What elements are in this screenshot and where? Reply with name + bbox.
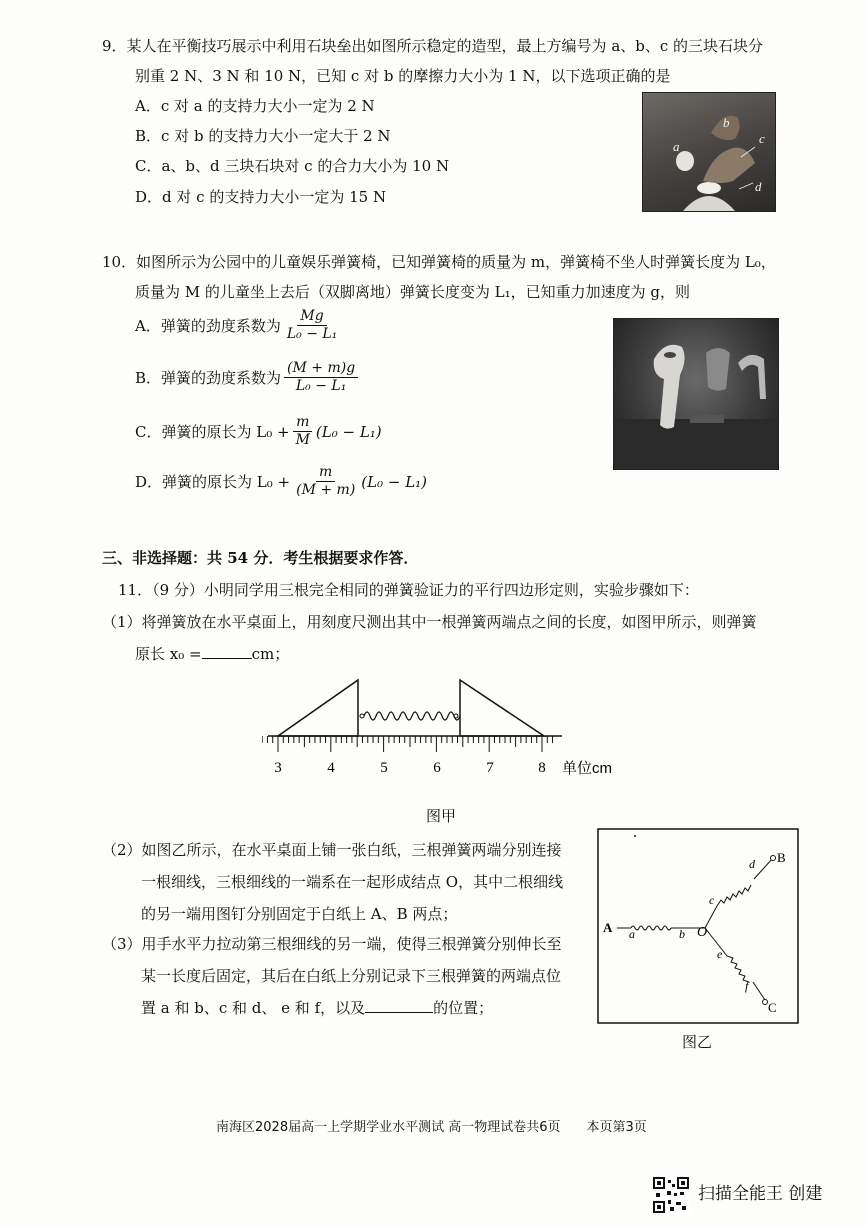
q10-option-c xyxy=(135,414,382,449)
q10-option-a-denominator: L₀ − L₁ xyxy=(286,326,338,342)
ruler-label-5: 5 xyxy=(380,760,388,776)
q9-option-b: B．c 对 b 的支持力大小一定大于 2 N xyxy=(135,127,391,145)
point-B-label: B xyxy=(777,850,786,865)
ruler-figure xyxy=(262,672,632,782)
spring-chair-photo xyxy=(613,318,779,470)
q10-option-a-prefix: A．弹簧的劲度系数为 xyxy=(135,317,281,335)
point-O-label: O xyxy=(697,925,708,940)
figure-yi-diagram xyxy=(597,828,799,1024)
ruler-label-6: 6 xyxy=(433,760,441,776)
spring-b xyxy=(717,885,751,906)
q10-option-b-prefix: B．弹簧的劲度系数为 xyxy=(135,369,282,387)
q10-option-b-fraction xyxy=(284,360,358,395)
label-f: f xyxy=(745,979,749,993)
answer-blank-position[interactable] xyxy=(365,1012,433,1013)
q11-step3-line3 xyxy=(141,998,493,1018)
figure-jia-caption: 图甲 xyxy=(426,807,457,825)
label-c: c xyxy=(709,893,715,907)
q10-option-d-denominator: (M + m) xyxy=(296,482,356,498)
q11-step3-pre: 置 a 和 b、c 和 d、 e 和 f，以及 xyxy=(141,999,366,1017)
q11-step1-post: cm； xyxy=(251,645,290,663)
spring-chair-illustration xyxy=(614,319,778,469)
stone-label-b: b xyxy=(723,115,730,130)
point-C-label: C xyxy=(768,1000,777,1015)
label-b: b xyxy=(679,927,685,941)
stone-balance-photo xyxy=(642,92,776,212)
ruler-unit: 单位cm xyxy=(562,760,612,777)
q10-line2: 质量为 M 的儿童坐上去后（双脚离地）弹簧长度变为 L₁，已知重力加速度为 g，则 xyxy=(135,283,691,301)
ruler-label-8: 8 xyxy=(538,760,546,776)
answer-blank-x0[interactable] xyxy=(202,658,252,659)
q10-option-d-prefix: D．弹簧的原长为 L₀ + xyxy=(135,473,291,491)
q10-option-d-numerator: m xyxy=(316,464,335,482)
q10-option-b xyxy=(135,360,361,395)
q10-option-d-suffix: (L₀ − L₁) xyxy=(361,472,428,491)
q11-step1-pre: 原长 x₀ = xyxy=(135,645,202,663)
figure-yi-caption: 图乙 xyxy=(682,1033,713,1051)
q10-option-c-numerator: m xyxy=(293,414,312,432)
q10-option-a-fraction xyxy=(284,308,340,343)
point-A-label: A xyxy=(603,920,613,935)
q11-step2-line2: 一根细线，三根细线的一端系在一起形成结点 O，其中二根细线 xyxy=(141,873,564,891)
q9-line2: 别重 2 N、3 N 和 10 N，已知 c 对 b 的摩擦力大小为 1 N，以下选项正确的是 xyxy=(135,67,671,85)
q11-step2-line1: （2）如图乙所示，在水平桌面上铺一张白纸，三根弹簧两端分别连接 xyxy=(102,841,562,859)
q10-option-d-fraction xyxy=(293,464,358,499)
ruler-ticks xyxy=(262,736,553,752)
q11-step3-line1: （3）用手水平力拉动第三根细线的另一端，使得三根弹簧分别伸长至 xyxy=(102,935,562,953)
q9-option-a: A．c 对 a 的支持力大小一定为 2 N xyxy=(135,97,375,115)
stone-label-c: c xyxy=(759,131,765,146)
stone-balance-illustration xyxy=(643,93,775,211)
ruler-label-7: 7 xyxy=(486,760,494,776)
scanner-watermark: 扫描全能王 创建 xyxy=(698,1184,823,1204)
spring-a xyxy=(631,926,671,930)
stone-label-a: a xyxy=(673,139,680,154)
q11-head: 11．（9 分）小明同学用三根完全相同的弹簧验证力的平行四边形定则，实验步骤如下： xyxy=(118,581,699,599)
section3-heading: 三、非选择题：共 54 分．考生根据要求作答． xyxy=(102,549,419,567)
q10-line1: 10．如图所示为公园中的儿童娱乐弹簧椅，已知弹簧椅的质量为 m，弹簧椅不坐人时弹簧长度为 L₀， xyxy=(102,253,776,271)
left-triangle-block xyxy=(278,680,358,736)
q10-option-a xyxy=(135,308,343,343)
q9-line1: 9．某人在平衡技巧展示中利用石块垒出如图所示稳定的造型，最上方编号为 a、b、c 的三块石块分 xyxy=(102,37,764,55)
q9-option-c: C．a、b、d 三块石块对 c 的合力大小为 10 N xyxy=(135,157,450,175)
ruler-label-4: 4 xyxy=(327,760,335,776)
label-a: a xyxy=(629,927,635,941)
q10-option-c-denominator: M xyxy=(295,432,310,448)
q10-option-b-denominator: L₀ − L₁ xyxy=(295,378,347,394)
q11-step3-post: 的位置； xyxy=(433,999,494,1017)
qr-code-icon xyxy=(652,1176,690,1214)
q9-option-d: D．d 对 c 的支持力大小一定为 15 N xyxy=(135,188,387,206)
page-footer: 南海区2028届高一上学期学业水平测试 高一物理试卷共6页 本页第3页 xyxy=(216,1120,647,1135)
right-triangle-block xyxy=(460,680,544,736)
q11-step1-line2 xyxy=(135,644,289,664)
q10-option-a-numerator: Mg xyxy=(297,308,326,326)
q11-step1-line1: （1）将弹簧放在水平桌面上，用刻度尺测出其中一根弹簧两端点之间的长度，如图甲所示，则弹簧 xyxy=(102,613,757,631)
q10-option-c-fraction xyxy=(293,414,313,449)
label-e: e xyxy=(717,947,723,961)
q10-option-c-prefix: C．弹簧的原长为 L₀ + xyxy=(135,423,290,441)
q11-step3-line2: 某一长度后固定，其后在白纸上分别记录下三根弹簧的两端点位 xyxy=(141,967,562,985)
spring-coil xyxy=(364,712,460,720)
stone-label-d: d xyxy=(755,179,762,194)
label-d: d xyxy=(749,857,755,871)
q10-option-c-suffix: (L₀ − L₁) xyxy=(315,422,382,441)
ruler-label-3: 3 xyxy=(274,760,282,776)
q10-option-b-numerator: (M + m)g xyxy=(284,360,358,378)
q10-option-d xyxy=(135,464,427,499)
q11-step2-line3: 的另一端用图钉分别固定于白纸上 A、B 两点； xyxy=(141,905,458,923)
